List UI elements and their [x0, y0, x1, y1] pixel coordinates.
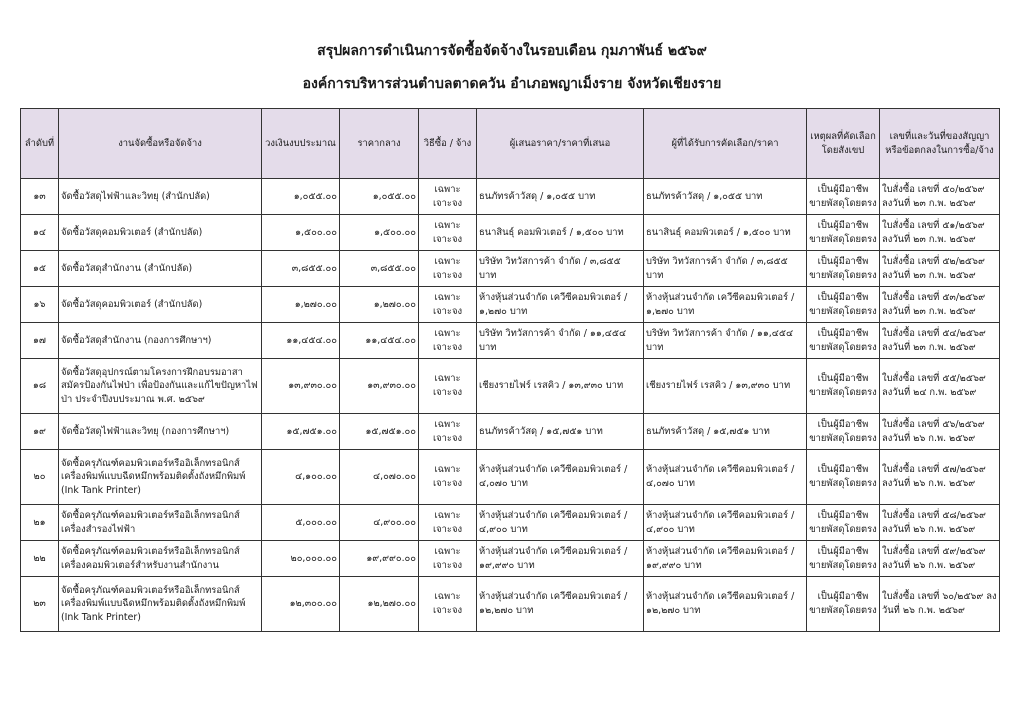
header-bidder: ผู้เสนอราคา/ราคาที่เสนอ — [477, 109, 644, 179]
reason-cell: เป็นผู้มีอาชีพ ขายพัสดุโดยตรง — [807, 414, 880, 450]
item-cell: จัดซื้อวัสดุคอมพิวเตอร์ (สำนักปลัด) — [59, 215, 262, 251]
winner-cell: บริษัท วิทวัสการค้า จำกัด / ๓,๘๕๕ บาท — [644, 251, 807, 287]
row-number: ๑๔ — [21, 215, 59, 251]
bidder-cell: ธนภัทรค้าวัสดุ / ๑๕,๗๕๑ บาท — [477, 414, 644, 450]
median-price-cell: ๑๓,๙๓๐.๐๐ — [340, 359, 419, 414]
median-price-cell: ๑,๕๐๐.๐๐ — [340, 215, 419, 251]
method-cell: เฉพาะเจาะจง — [419, 541, 477, 577]
table-row — [21, 215, 1000, 251]
reason-cell: เป็นผู้มีอาชีพ ขายพัสดุโดยตรง — [807, 323, 880, 359]
budget-cell: ๑๕,๗๕๑.๐๐ — [262, 414, 340, 450]
winner-cell: เชียงรายไฟร์ เรสคิว / ๑๓,๙๓๐ บาท — [644, 359, 807, 414]
contract-cell: ใบสั่งซื้อ เลขที่ ๕๕/๒๕๖๙ ลงวันที่ ๒๔ ก.พ. ๒๕๖๙ — [880, 359, 1000, 414]
winner-cell: ห้างหุ้นส่วนจำกัด เควีซีคอมพิวเตอร์ / ๑๙,๙๙๐ บาท — [644, 541, 807, 577]
budget-cell: ๑,๕๐๐.๐๐ — [262, 215, 340, 251]
header-reason: เหตุผลที่คัดเลือก โดยสังเขป — [807, 109, 880, 179]
winner-cell: ห้างหุ้นส่วนจำกัด เควีซีคอมพิวเตอร์ / ๔,๐๗๐ บาท — [644, 450, 807, 505]
header-median-price: ราคากลาง — [340, 109, 419, 179]
contract-cell: ใบสั่งซื้อ เลขที่ ๖๐/๒๕๖๙ ลงวันที่ ๒๖ ก.พ. ๒๕๖๙ — [880, 577, 1000, 632]
row-number: ๒๐ — [21, 450, 59, 505]
method-cell: เฉพาะเจาะจง — [419, 323, 477, 359]
row-number: ๑๙ — [21, 414, 59, 450]
table-row — [21, 541, 1000, 577]
median-price-cell: ๑,๒๗๐.๐๐ — [340, 287, 419, 323]
contract-cell: ใบสั่งซื้อ เลขที่ ๕๓/๒๕๖๙ ลงวันที่ ๒๓ ก.พ. ๒๕๖๙ — [880, 287, 1000, 323]
table-row — [21, 287, 1000, 323]
method-cell: เฉพาะเจาะจง — [419, 450, 477, 505]
row-number: ๒๓ — [21, 577, 59, 632]
reason-cell: เป็นผู้มีอาชีพ ขายพัสดุโดยตรง — [807, 577, 880, 632]
budget-cell: ๑๑,๔๕๔.๐๐ — [262, 323, 340, 359]
table-row — [21, 251, 1000, 287]
item-cell: จัดซื้อครุภัณฑ์คอมพิวเตอร์หรืออิเล็กทรอนิกส์ เครื่องพิมพ์แบบฉีดหมึกพร้อมติดตั้งถังหมึกพิมพ์ (Ink Tank Printer) — [59, 450, 262, 505]
item-cell: จัดซื้อวัสดุสำนักงาน (กองการศึกษาฯ) — [59, 323, 262, 359]
row-number: ๑๘ — [21, 359, 59, 414]
budget-cell: ๕,๐๐๐.๐๐ — [262, 505, 340, 541]
table-header-row — [21, 109, 1000, 179]
budget-cell: ๓,๘๕๕.๐๐ — [262, 251, 340, 287]
procurement-table — [20, 108, 1000, 632]
header-contract: เลขที่และวันที่ของสัญญา หรือข้อตกลงในการซื้อ/จ้าง — [880, 109, 1000, 179]
bidder-cell: ธนาสินธุ์ คอมพิวเตอร์ / ๑,๕๐๐ บาท — [477, 215, 644, 251]
item-cell: จัดซื้อวัสดุคอมพิวเตอร์ (สำนักปลัด) — [59, 287, 262, 323]
method-cell: เฉพาะเจาะจง — [419, 215, 477, 251]
contract-cell: ใบสั่งซื้อ เลขที่ ๕๗/๒๕๖๙ ลงวันที่ ๒๖ ก.พ. ๒๕๖๙ — [880, 450, 1000, 505]
document-title: สรุปผลการดำเนินการจัดซื้อจัดจ้างในรอบเดือน กุมภาพันธ์ ๒๕๖๙ — [317, 43, 707, 59]
bidder-cell: ห้างหุ้นส่วนจำกัด เควีซีคอมพิวเตอร์ / ๑๒,๒๗๐ บาท — [477, 577, 644, 632]
header-method: วิธีซื้อ / จ้าง — [419, 109, 477, 179]
winner-cell: ห้างหุ้นส่วนจำกัด เควีซีคอมพิวเตอร์ / ๑๒,๒๗๐ บาท — [644, 577, 807, 632]
winner-cell: ห้างหุ้นส่วนจำกัด เควีซีคอมพิวเตอร์ / ๑,๒๗๐ บาท — [644, 287, 807, 323]
contract-cell: ใบสั่งซื้อ เลขที่ ๕๐/๒๕๖๙ ลงวันที่ ๒๓ ก.พ. ๒๕๖๙ — [880, 179, 1000, 215]
budget-cell: ๑,๒๗๐.๐๐ — [262, 287, 340, 323]
method-cell: เฉพาะเจาะจง — [419, 414, 477, 450]
row-number: ๒๑ — [21, 505, 59, 541]
median-price-cell: ๔,๐๗๐.๐๐ — [340, 450, 419, 505]
method-cell: เฉพาะเจาะจง — [419, 359, 477, 414]
table-row — [21, 450, 1000, 505]
median-price-cell: ๑๕,๗๕๑.๐๐ — [340, 414, 419, 450]
budget-cell: ๔,๑๐๐.๐๐ — [262, 450, 340, 505]
bidder-cell: เชียงรายไฟร์ เรสคิว / ๑๓,๙๓๐ บาท — [477, 359, 644, 414]
reason-cell: เป็นผู้มีอาชีพ ขายพัสดุโดยตรง — [807, 450, 880, 505]
method-cell: เฉพาะเจาะจง — [419, 287, 477, 323]
reason-cell: เป็นผู้มีอาชีพ ขายพัสดุโดยตรง — [807, 359, 880, 414]
bidder-cell: ห้างหุ้นส่วนจำกัด เควีซีคอมพิวเตอร์ / ๑,๒๗๐ บาท — [477, 287, 644, 323]
winner-cell: บริษัท วิทวัสการค้า จำกัด / ๑๑,๔๕๔ บาท — [644, 323, 807, 359]
contract-cell: ใบสั่งซื้อ เลขที่ ๕๒/๒๕๖๙ ลงวันที่ ๒๓ ก.พ. ๒๕๖๙ — [880, 251, 1000, 287]
method-cell: เฉพาะเจาะจง — [419, 179, 477, 215]
bidder-cell: ห้างหุ้นส่วนจำกัด เควีซีคอมพิวเตอร์ / ๔,๐๗๐ บาท — [477, 450, 644, 505]
table-row — [21, 577, 1000, 632]
budget-cell: ๒๐,๐๐๐.๐๐ — [262, 541, 340, 577]
item-cell: จัดซื้อวัสดุไฟฟ้าและวิทยุ (สำนักปลัด) — [59, 179, 262, 215]
median-price-cell: ๑๙,๙๙๐.๐๐ — [340, 541, 419, 577]
table-row — [21, 359, 1000, 414]
reason-cell: เป็นผู้มีอาชีพ ขายพัสดุโดยตรง — [807, 251, 880, 287]
median-price-cell: ๔,๙๐๐.๐๐ — [340, 505, 419, 541]
median-price-cell: ๓,๘๕๕.๐๐ — [340, 251, 419, 287]
reason-cell: เป็นผู้มีอาชีพ ขายพัสดุโดยตรง — [807, 179, 880, 215]
item-cell: จัดซื้อครุภัณฑ์คอมพิวเตอร์หรืออิเล็กทรอนิกส์ เครื่องพิมพ์แบบฉีดหมึกพร้อมติดตั้งถังหมึกพิมพ์ (Ink Tank Printer) — [59, 577, 262, 632]
method-cell: เฉพาะเจาะจง — [419, 251, 477, 287]
reason-cell: เป็นผู้มีอาชีพ ขายพัสดุโดยตรง — [807, 505, 880, 541]
winner-cell: ธนภัทรค้าวัสดุ / ๑๕,๗๕๑ บาท — [644, 414, 807, 450]
median-price-cell: ๑,๐๕๕.๐๐ — [340, 179, 419, 215]
item-cell: จัดซื้อวัสดุสำนักงาน (สำนักปลัด) — [59, 251, 262, 287]
table-row — [21, 323, 1000, 359]
median-price-cell: ๑๒,๒๗๐.๐๐ — [340, 577, 419, 632]
reason-cell: เป็นผู้มีอาชีพ ขายพัสดุโดยตรง — [807, 287, 880, 323]
header-item: งานจัดซื้อหรือจัดจ้าง — [59, 109, 262, 179]
reason-cell: เป็นผู้มีอาชีพ ขายพัสดุโดยตรง — [807, 541, 880, 577]
median-price-cell: ๑๑,๔๕๔.๐๐ — [340, 323, 419, 359]
row-number: ๑๖ — [21, 287, 59, 323]
header-no: ลำดับที่ — [21, 109, 59, 179]
winner-cell: ห้างหุ้นส่วนจำกัด เควีซีคอมพิวเตอร์ / ๔,๙๐๐ บาท — [644, 505, 807, 541]
item-cell: จัดซื้อครุภัณฑ์คอมพิวเตอร์หรืออิเล็กทรอนิกส์ เครื่องสำรองไฟฟ้า — [59, 505, 262, 541]
table-body — [21, 179, 1000, 632]
header-budget: วงเงินงบประมาณ — [262, 109, 340, 179]
row-number: ๑๕ — [21, 251, 59, 287]
contract-cell: ใบสั่งซื้อ เลขที่ ๕๔/๒๕๖๙ ลงวันที่ ๒๓ ก.พ. ๒๕๖๙ — [880, 323, 1000, 359]
contract-cell: ใบสั่งซื้อ เลขที่ ๕๑/๒๕๖๙ ลงวันที่ ๒๓ ก.พ. ๒๕๖๙ — [880, 215, 1000, 251]
table-row — [21, 505, 1000, 541]
method-cell: เฉพาะเจาะจง — [419, 505, 477, 541]
budget-cell: ๑๒,๓๐๐.๐๐ — [262, 577, 340, 632]
table-row — [21, 179, 1000, 215]
item-cell: จัดซื้อวัสดุอุปกรณ์ตามโครงการฝึกอบรมอาสาสมัครป้องกันไฟป่า เพื่อป้องกันและแก้ไขปัญหาไฟป่า ประจำปีงบประมาณ พ.ศ. ๒๕๖๙ — [59, 359, 262, 414]
winner-cell: ธนภัทรค้าวัสดุ / ๑,๐๕๕ บาท — [644, 179, 807, 215]
contract-cell: ใบสั่งซื้อ เลขที่ ๕๙/๒๕๖๙ ลงวันที่ ๒๖ ก.พ. ๒๕๖๙ — [880, 541, 1000, 577]
winner-cell: ธนาสินธุ์ คอมพิวเตอร์ / ๑,๕๐๐ บาท — [644, 215, 807, 251]
budget-cell: ๑,๐๕๕.๐๐ — [262, 179, 340, 215]
bidder-cell: ห้างหุ้นส่วนจำกัด เควีซีคอมพิวเตอร์ / ๑๙,๙๙๐ บาท — [477, 541, 644, 577]
row-number: ๒๒ — [21, 541, 59, 577]
row-number: ๑๗ — [21, 323, 59, 359]
bidder-cell: ห้างหุ้นส่วนจำกัด เควีซีคอมพิวเตอร์ / ๔,๙๐๐ บาท — [477, 505, 644, 541]
bidder-cell: บริษัท วิทวัสการค้า จำกัด / ๓,๘๕๕ บาท — [477, 251, 644, 287]
row-number: ๑๓ — [21, 179, 59, 215]
method-cell: เฉพาะเจาะจง — [419, 577, 477, 632]
reason-cell: เป็นผู้มีอาชีพ ขายพัสดุโดยตรง — [807, 215, 880, 251]
contract-cell: ใบสั่งซื้อ เลขที่ ๕๘/๒๕๖๙ ลงวันที่ ๒๖ ก.พ. ๒๕๖๙ — [880, 505, 1000, 541]
budget-cell: ๑๓,๙๓๐.๐๐ — [262, 359, 340, 414]
item-cell: จัดซื้อวัสดุไฟฟ้าและวิทยุ (กองการศึกษาฯ) — [59, 414, 262, 450]
table-row — [21, 414, 1000, 450]
bidder-cell: ธนภัทรค้าวัสดุ / ๑,๐๕๕ บาท — [477, 179, 644, 215]
bidder-cell: บริษัท วิทวัสการค้า จำกัด / ๑๑,๔๕๔ บาท — [477, 323, 644, 359]
document-subtitle: องค์การบริหารส่วนตำบลตาดควัน อำเภอพญาเม็งราย จังหวัดเชียงราย — [302, 76, 722, 92]
contract-cell: ใบสั่งซื้อ เลขที่ ๕๖/๒๕๖๙ ลงวันที่ ๒๖ ก.พ. ๒๕๖๙ — [880, 414, 1000, 450]
header-winner: ผู้ที่ได้รับการคัดเลือก/ราคา — [644, 109, 807, 179]
item-cell: จัดซื้อครุภัณฑ์คอมพิวเตอร์หรืออิเล็กทรอนิกส์ เครื่องคอมพิวเตอร์สำหรับงานสำนักงาน — [59, 541, 262, 577]
